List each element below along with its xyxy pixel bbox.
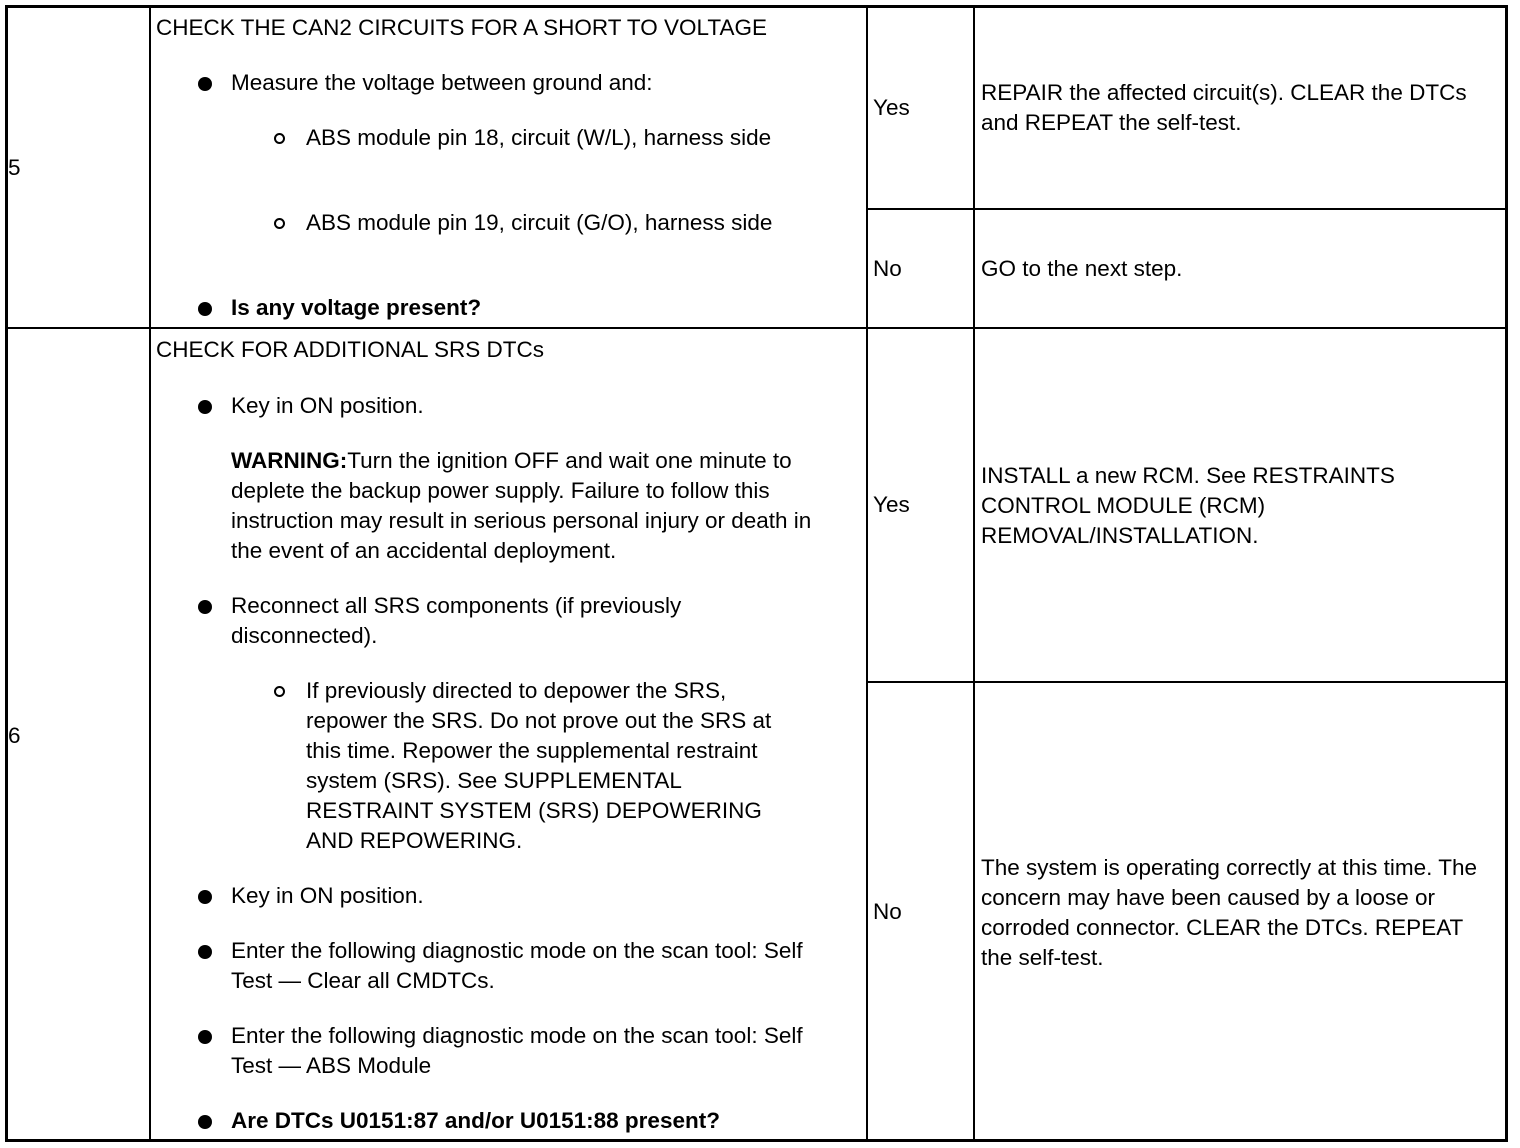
step-question: Are DTCs U0151:87 and/or U0151:88 present?	[231, 1108, 720, 1133]
row-divider	[868, 208, 1505, 210]
instruction-text: Enter the following diagnostic mode on the scan tool: Self Test — Clear all CMDTCs.	[231, 938, 803, 993]
yes-label: Yes	[873, 95, 910, 120]
bullet-icon	[198, 302, 212, 316]
warning-label: WARNING:	[231, 448, 348, 473]
no-result: GO to the next step.	[981, 256, 1183, 281]
column-divider	[866, 8, 868, 1139]
step-number: 6	[8, 723, 21, 748]
bullet-icon	[198, 600, 212, 614]
bullet-icon	[198, 77, 212, 91]
sub-bullet-icon	[274, 133, 285, 144]
no-result: The system is operating correctly at this time. The concern may have been caused by a loose or corroded connector. CLEAR the DTCs. REPEAT the self-test.	[981, 855, 1478, 970]
sub-bullet-icon	[274, 218, 285, 229]
yes-result: INSTALL a new RCM. See RESTRAINTS CONTROL MODULE (RCM) REMOVAL/INSTALLATION.	[981, 463, 1395, 548]
no-label: No	[873, 256, 902, 281]
sub-bullet-icon	[274, 686, 285, 697]
warning-text: Turn the ignition OFF and wait one minute to deplete the backup power supply. Failure to follow this instruction may result in serious personal injury or death in the event of an accidental deployment.	[231, 448, 812, 563]
instruction-text: Key in ON position.	[231, 393, 424, 418]
row-divider	[868, 681, 1505, 683]
yes-label: Yes	[873, 492, 910, 517]
step-title: CHECK FOR ADDITIONAL SRS DTCs	[156, 337, 544, 362]
bullet-icon	[198, 945, 212, 959]
instruction-text: Reconnect all SRS components (if previously disconnected).	[231, 593, 682, 648]
warning-block	[231, 446, 836, 566]
bullet-icon	[198, 1030, 212, 1044]
bullet-icon	[198, 400, 212, 414]
instruction-subtext: ABS module pin 18, circuit (W/L), harness side	[306, 125, 772, 150]
bullet-icon	[198, 890, 212, 904]
yes-result: REPAIR the affected circuit(s). CLEAR the DTCs and REPEAT the self-test.	[981, 80, 1467, 135]
step-number: 5	[8, 155, 21, 180]
column-divider	[149, 8, 151, 1139]
bullet-icon	[198, 1115, 212, 1129]
instruction-text: Enter the following diagnostic mode on the scan tool: Self Test — ABS Module	[231, 1023, 803, 1078]
instruction-text: Measure the voltage between ground and:	[231, 70, 653, 95]
instruction-subtext: ABS module pin 19, circuit (G/O), harness side	[306, 210, 773, 235]
no-label: No	[873, 899, 902, 924]
step-title: CHECK THE CAN2 CIRCUITS FOR A SHORT TO VOLTAGE	[156, 15, 767, 40]
instruction-text: Key in ON position.	[231, 883, 424, 908]
column-divider	[973, 8, 975, 1139]
instruction-subtext: If previously directed to depower the SRS, repower the SRS. Do not prove out the SRS at this time. Repower the supplemental restraint system (SRS). See SUPPLEMENTAL RESTRAINT SYSTEM (SRS) DEPOWERING AND REPOWERING.	[306, 678, 772, 853]
row-divider	[8, 327, 1505, 329]
step-question: Is any voltage present?	[231, 295, 482, 320]
